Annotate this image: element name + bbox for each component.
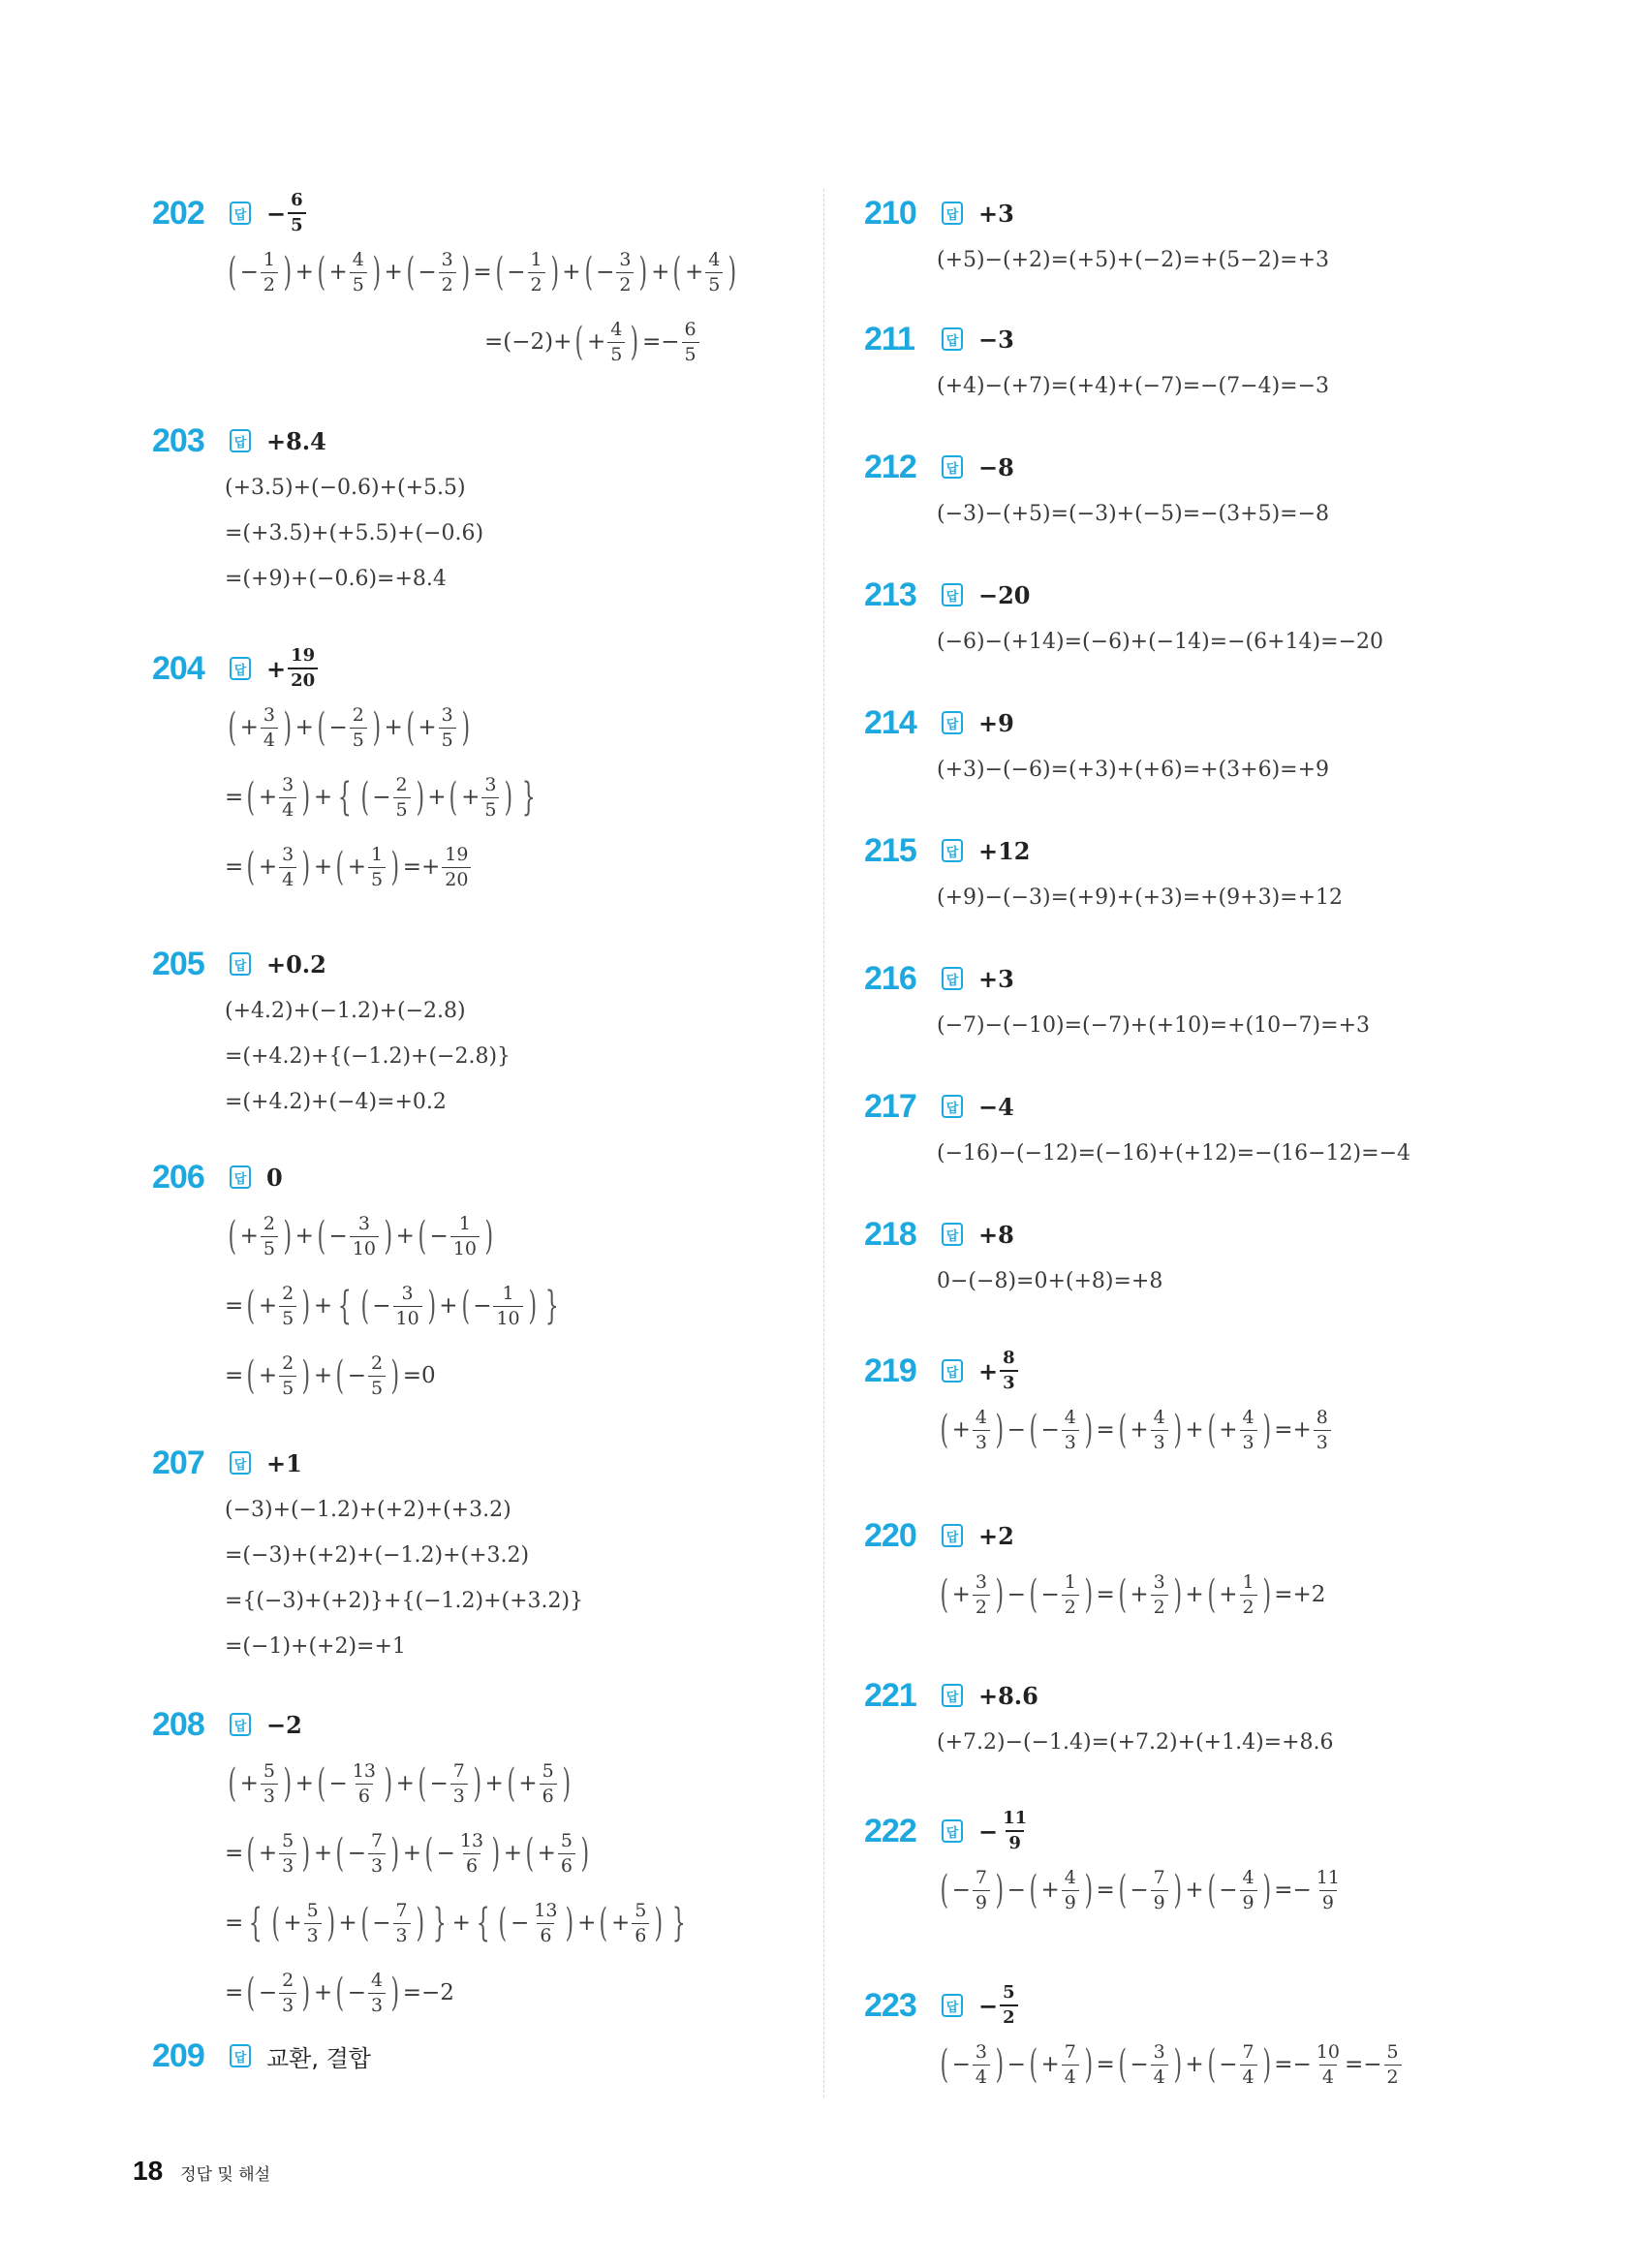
answer: +8 (978, 1220, 1014, 1249)
solution-line: =(+3.5)+(+5.5)+(−0.6) (225, 521, 484, 545)
solution-line: (+3)−(−6)=(+3)+(+6)=+(3+6)=+9 (937, 758, 1330, 782)
problem-212 (864, 443, 1562, 537)
solution-line: ( + $\frac{2}{5}$ ) + ( − $\frac{3}{10}$ ) + ( − $\frac{1}{10}$ ) (228, 1212, 494, 1259)
answer: +9 (978, 708, 1014, 737)
answer: +12 (978, 836, 1031, 865)
problem-206 (152, 1153, 791, 1411)
solution-line: = ( + $\frac{2}{5}$ ) + { ( − $\frac{3}{10}$ ) + ( − $\frac{1}{10}$ ) } (225, 1282, 559, 1329)
problem-222 (864, 1807, 1562, 1925)
answer-badge-icon: 답 (230, 202, 251, 225)
answer-badge-icon: 답 (230, 657, 251, 680)
answer: −3 (978, 325, 1014, 354)
problem-number: 222 (864, 1812, 916, 1849)
problem-202 (152, 189, 791, 377)
problem-number: 210 (864, 194, 916, 232)
answer-badge-icon: 답 (942, 711, 963, 734)
problem-number: 208 (152, 1705, 204, 1743)
problem-213 (864, 571, 1562, 665)
column-divider (823, 189, 824, 2097)
answer-badge-icon: 답 (230, 1713, 251, 1736)
solution-line: ( − $\frac{3}{4}$ ) − ( + $\frac{7}{4}$ ) = ( − $\frac{3}{4}$ ) + ( − $\frac{7}{4}$ ) =− $\frac{10}{4}$ =− $\frac{5}{2}$ (937, 2030, 1562, 2099)
solution-line: (+4.2)+(−1.2)+(−2.8) (225, 999, 466, 1023)
answer: + $\frac{8}{3}$ (978, 1350, 1020, 1392)
answer-badge-icon: 답 (942, 1524, 963, 1547)
problem-220 (864, 1511, 1562, 1630)
solution-line: =(−2)+ ( + $\frac{4}{5}$ ) =− $\frac{6}{5}$ (225, 307, 791, 377)
answer: − $\frac{6}{5}$ (266, 192, 308, 234)
solution-line: ={(−3)+(+2)}+{(−1.2)+(+3.2)} (225, 1589, 584, 1613)
problem-number: 219 (864, 1351, 916, 1389)
problem-number: 206 (152, 1158, 204, 1196)
solution-line: = ( + $\frac{3}{4}$ ) + { ( − $\frac{2}{5}$ ) + ( + $\frac{3}{5}$ ) } (225, 773, 536, 821)
answer-badge-icon: 답 (942, 1819, 963, 1843)
problem-218 (864, 1210, 1562, 1304)
solution-line: =(+4.2)+(−4)=+0.2 (225, 1090, 447, 1114)
solution-line: (+7.2)−(−1.4)=(+7.2)+(+1.4)=+8.6 (937, 1730, 1334, 1755)
answer-badge-icon: 답 (230, 952, 251, 976)
problem-204 (152, 644, 791, 902)
solution-line: (−7)−(−10)=(−7)+(+10)=+(10−7)=+3 (937, 1013, 1371, 1038)
answer-badge-icon: 답 (942, 1994, 963, 2017)
answer: +8.4 (266, 426, 326, 455)
solution-line: = ( + $\frac{3}{4}$ ) + ( + $\frac{1}{5}$ ) =+ $\frac{19}{20}$ (225, 832, 791, 902)
problem-215 (864, 826, 1562, 920)
problem-number: 223 (864, 1986, 916, 2024)
problem-210 (864, 189, 1562, 283)
problem-number: 211 (864, 320, 914, 357)
problem-209 (152, 2032, 791, 2080)
answer: − $\frac{5}{2}$ (978, 1984, 1020, 2027)
answer: +2 (978, 1521, 1014, 1550)
problem-number: 212 (864, 448, 916, 485)
problem-221 (864, 1671, 1562, 1765)
answer-badge-icon: 답 (230, 1451, 251, 1475)
problem-214 (864, 699, 1562, 792)
answer: +8.6 (978, 1681, 1038, 1710)
answer-badge-icon: 답 (942, 1095, 963, 1118)
answer-badge-icon: 답 (942, 583, 963, 606)
solution-line: ( + $\frac{3}{2}$ ) − ( − $\frac{1}{2}$ ) = ( + $\frac{3}{2}$ ) + ( + $\frac{1}{2}$ ) =+2 (940, 1570, 1326, 1618)
problem-number: 218 (864, 1215, 916, 1253)
problem-211 (864, 315, 1562, 409)
answer: +3 (978, 964, 1014, 993)
solution-line: =(−3)+(+2)+(−1.2)+(+3.2) (225, 1543, 530, 1568)
problem-number: 221 (864, 1676, 916, 1714)
answer-badge-icon: 답 (942, 1223, 963, 1246)
problem-208 (152, 1700, 791, 2028)
solution-line: (−16)−(−12)=(−16)+(+12)=−(16−12)=−4 (937, 1141, 1410, 1165)
answer: +1 (266, 1448, 302, 1477)
problem-203 (152, 417, 791, 602)
solution-line: ( + $\frac{3}{4}$ ) + ( − $\frac{2}{5}$ ) + ( + $\frac{3}{5}$ ) (228, 703, 470, 751)
solution-line: (−3)−(+5)=(−3)+(−5)=−(3+5)=−8 (937, 502, 1330, 526)
problem-number: 215 (864, 831, 916, 869)
page-section-title: 정답 및 해설 (180, 2165, 271, 2185)
problem-number: 202 (152, 194, 204, 232)
solution-line: (−6)−(+14)=(−6)+(−14)=−(6+14)=−20 (937, 630, 1384, 654)
answer: +3 (978, 199, 1014, 228)
answer-badge-icon: 답 (942, 1684, 963, 1707)
answer: +0.2 (266, 949, 326, 979)
answer: − $\frac{11}{9}$ (978, 1808, 1028, 1853)
answer-badge-icon: 답 (942, 202, 963, 225)
answer: 교환, 결합 (266, 2044, 371, 2072)
problem-number: 204 (152, 649, 204, 687)
solution-line: = ( + $\frac{2}{5}$ ) + ( − $\frac{2}{5}$ ) =0 (225, 1351, 436, 1399)
solution-line: ( + $\frac{4}{3}$ ) − ( − $\frac{4}{3}$ ) = ( + $\frac{4}{3}$ ) + ( + $\frac{4}{3}$ ) =+ $\frac{8}{3}$ (937, 1395, 1562, 1465)
answer: −4 (978, 1092, 1014, 1121)
solution-line: ( + $\frac{5}{3}$ ) + ( − $\frac{13}{6}$ ) + ( − $\frac{7}{3}$ ) + ( + $\frac{5}{6}$ ) (228, 1759, 571, 1807)
problem-number: 220 (864, 1516, 916, 1554)
solution-line: ( − $\frac{1}{2}$ ) + ( + $\frac{4}{5}$ ) + ( − $\frac{3}{2}$ ) = ( − $\frac{1}{2}$ ) + ( − $\frac{3}{2}$ ) + ( + $\frac{4}{5}$ ) (228, 248, 737, 295)
problem-217 (864, 1082, 1562, 1176)
solution-line: = ( − $\frac{2}{3}$ ) + ( − $\frac{4}{3}$ ) =−2 (225, 1969, 454, 2016)
problem-number: 217 (864, 1087, 916, 1125)
answer: −8 (978, 452, 1014, 482)
solution-line: = { ( + $\frac{5}{3}$ ) + ( − $\frac{7}{3}$ ) } + { ( − $\frac{13}{6}$ ) + ( + $\frac{5}{6}$ ) } (225, 1899, 686, 1946)
solution-line: 0−(−8)=0+(+8)=+8 (937, 1269, 1163, 1293)
problem-number: 216 (864, 959, 916, 997)
answer-badge-icon: 답 (230, 429, 251, 452)
solution-line: (−3)+(−1.2)+(+2)+(+3.2) (225, 1498, 511, 1522)
problem-216 (864, 954, 1562, 1048)
solution-line: (+3.5)+(−0.6)+(+5.5) (225, 476, 466, 500)
answer-badge-icon: 답 (942, 455, 963, 479)
answer-badge-icon: 답 (942, 327, 963, 351)
solution-line: = ( + $\frac{5}{3}$ ) + ( − $\frac{7}{3}$ ) + ( − $\frac{13}{6}$ ) + ( + $\frac{5}{6}$ ) (225, 1829, 590, 1877)
solution-line: ( − $\frac{7}{9}$ ) − ( + $\frac{4}{9}$ ) = ( − $\frac{7}{9}$ ) + ( − $\frac{4}{9}$ ) =− $\frac{11}{9}$ (940, 1866, 1340, 1913)
answer-badge-icon: 답 (230, 1165, 251, 1189)
problem-number: 207 (152, 1444, 204, 1481)
page-number: 18 (133, 2156, 164, 2186)
problem-number: 205 (152, 945, 204, 982)
solution-line: (+5)−(+2)=(+5)+(−2)=+(5−2)=+3 (937, 248, 1330, 272)
problem-number: 213 (864, 575, 916, 613)
page-footer (133, 2156, 270, 2187)
solution-line: =(+9)+(−0.6)=+8.4 (225, 567, 447, 591)
solution-line: =(−1)+(+2)=+1 (225, 1634, 406, 1659)
answer: 0 (266, 1163, 283, 1192)
problem-205 (152, 940, 791, 1125)
answer: −2 (266, 1710, 302, 1739)
answer-badge-icon: 답 (230, 2044, 251, 2067)
solution-line: =(+4.2)+{(−1.2)+(−2.8)} (225, 1044, 511, 1069)
answer: + $\frac{19}{20}$ (266, 647, 320, 690)
answer: −20 (978, 580, 1031, 609)
problem-number: 203 (152, 421, 204, 459)
answer-badge-icon: 답 (942, 839, 963, 862)
problem-223 (864, 1981, 1562, 2099)
problem-number: 214 (864, 703, 916, 741)
problem-number: 209 (152, 2036, 204, 2074)
answer-badge-icon: 답 (942, 1359, 963, 1383)
problem-219 (864, 1347, 1562, 1465)
solution-line: (+9)−(−3)=(+9)+(+3)=+(9+3)=+12 (937, 885, 1344, 910)
problem-207 (152, 1439, 791, 1669)
solution-line: (+4)−(+7)=(+4)+(−7)=−(7−4)=−3 (937, 374, 1330, 398)
answer-badge-icon: 답 (942, 967, 963, 990)
